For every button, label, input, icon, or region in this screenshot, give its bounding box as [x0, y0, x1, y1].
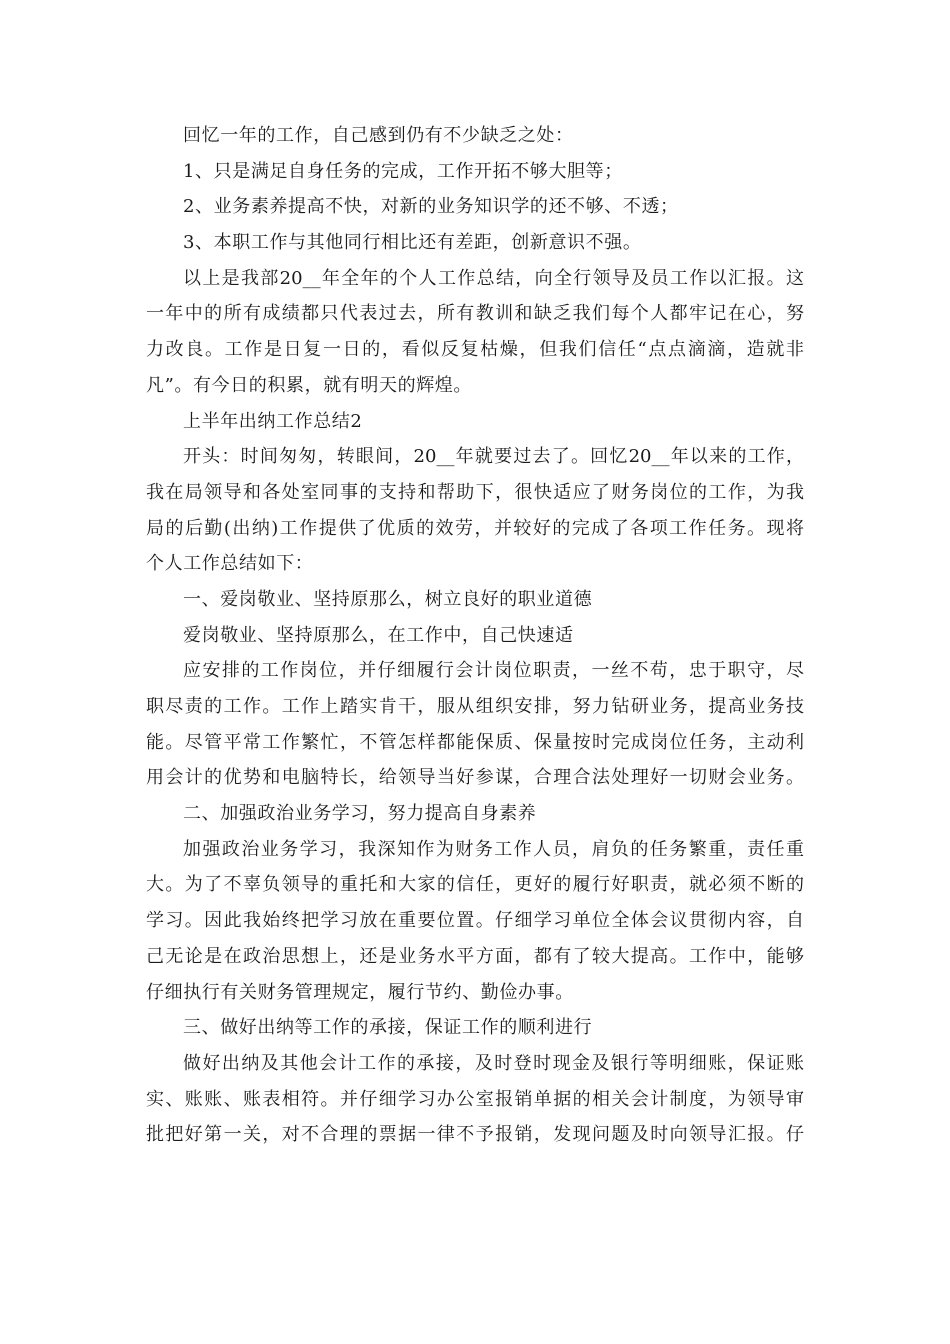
text-line: 做好出纳及其他会计工作的承接，及时登时现金及银行等明细账，保证账	[183, 1052, 804, 1074]
text-line: 我在局领导和各处室同事的支持和帮助下，很快适应了财务岗位的工作，为我	[146, 481, 804, 503]
document-body	[146, 118, 804, 1153]
text-line: 实、账账、账表相符。并仔细学习办公室报销单据的相关会计制度，为领导审	[146, 1088, 804, 1110]
text-line: 局的后勤(出纳)工作提供了优质的效劳，并较好的完成了各项工作任务。现将	[146, 517, 804, 539]
text-line: 二、加强政治业务学习，努力提高自身素养	[183, 803, 537, 825]
text-line: 一、爱岗敬业、坚持原那么，树立良好的职业道德	[183, 588, 593, 610]
text-line: 一年中的所有成绩都只代表过去，所有教训和缺乏我们每个人都牢记在心，努	[146, 303, 804, 325]
text-line: 大。为了不辜负领导的重托和大家的信任，更好的履行好职责，就必须不断的	[146, 874, 804, 896]
text-line: 三、做好出纳等工作的承接，保证工作的顺利进行	[183, 1017, 593, 1039]
text-line: 力改良。工作是日复一日的，看似反复枯燥，但我们信任“点点滴滴，造就非	[146, 339, 804, 361]
text-line: 凡”。有今日的积累，就有明天的辉煌。	[146, 374, 473, 396]
text-line: 个人工作总结如下：	[146, 553, 314, 575]
text-line: 回忆一年的工作，自己感到仍有不少缺乏之处：	[183, 125, 574, 146]
text-line: 己无论是在政治思想上，还是业务水平方面，都有了较大提高。工作中，能够	[146, 945, 804, 967]
text-line: 仔细执行有关财务管理规定，履行节约、勤俭办事。	[146, 981, 574, 1003]
text-line: 能。尽管平常工作繁忙，不管怎样都能保质、保量按时完成岗位任务，主动利	[146, 731, 804, 753]
text-line: 职尽责的工作。工作上踏实肯干，服从组织安排，努力钻研业务，提高业务技	[146, 696, 804, 717]
text-line: 批把好第一关，对不合理的票据一律不予报销，发现问题及时向领导汇报。仔	[146, 1124, 804, 1146]
text-line: 应安排的工作岗位，并仔细履行会计岗位职责，一丝不苟，忠于职守，尽	[183, 660, 804, 682]
text-line: 以上是我部20__年全年的个人工作总结，向全行领导及员工作以汇报。这	[183, 267, 804, 289]
text-line: 2、业务素养提高不快，对新的业务知识学的还不够、不透；	[183, 196, 679, 218]
text-line: 用会计的优势和电脑特长，给领导当好参谋，合理合法处理好一切财会业务。	[146, 767, 804, 789]
text-line: 爱岗敬业、坚持原那么，在工作中，自己快速适	[183, 624, 574, 646]
text-line: 上半年出纳工作总结2	[183, 410, 363, 432]
text-line: 3、本职工作与其他同行相比还有差距，创新意识不强。	[183, 232, 642, 254]
text-line: 1、只是满足自身任务的完成，工作开拓不够大胆等；	[183, 160, 623, 182]
text-line: 开头：时间匆匆，转眼间，20__年就要过去了。回忆20__年以来的工作，	[183, 446, 804, 468]
text-line: 加强政治业务学习，我深知作为财务工作人员，肩负的任务繁重，责任重	[183, 838, 804, 860]
text-line: 学习。因此我始终把学习放在重要位置。仔细学习单位全体会议贯彻内容，自	[146, 910, 804, 932]
